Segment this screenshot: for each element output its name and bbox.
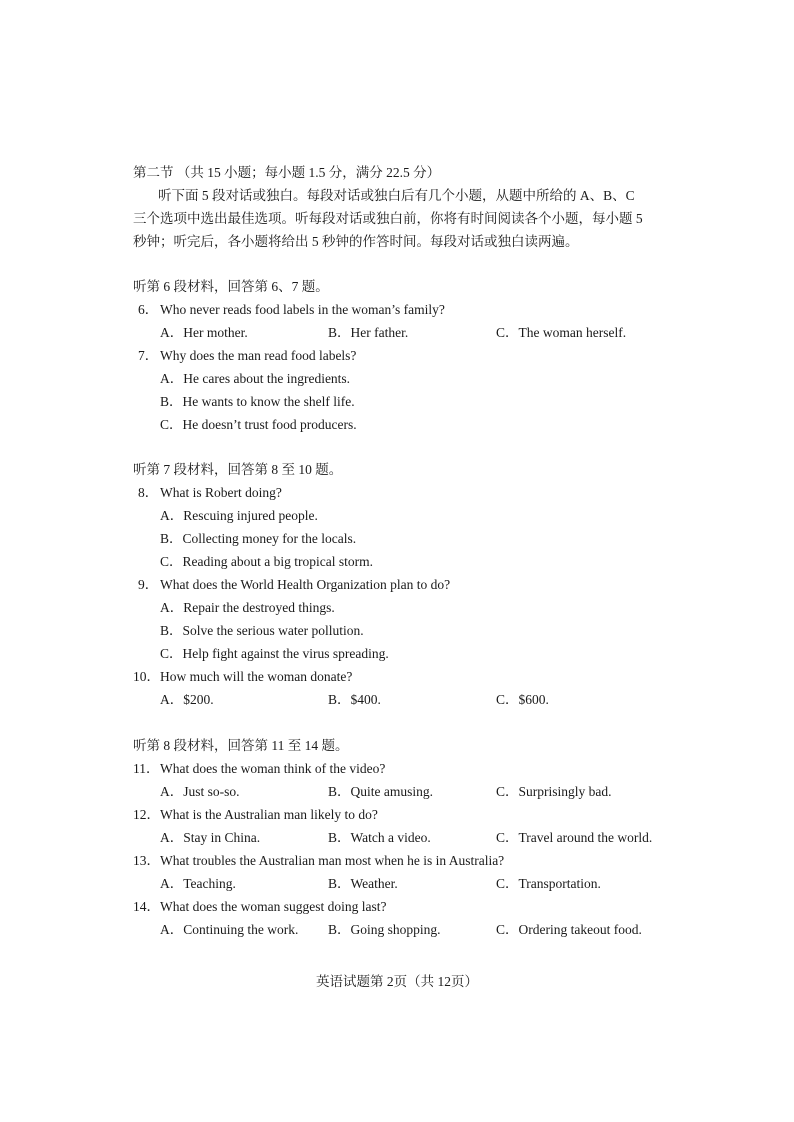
question-text: Who never reads food labels in the woman’s family? bbox=[160, 302, 445, 317]
option-a[interactable]: A．Rescuing injured people. bbox=[160, 508, 318, 523]
option-c[interactable]: C．Surprisingly bad. bbox=[496, 784, 612, 799]
question-number: 14． bbox=[133, 899, 160, 914]
option-b[interactable]: B．Going shopping. bbox=[328, 922, 441, 937]
option-c[interactable]: C．Help fight against the virus spreading. bbox=[160, 646, 389, 661]
question-number: 8． bbox=[138, 485, 159, 500]
option-c[interactable]: C．$600. bbox=[496, 692, 549, 707]
option-a[interactable]: A．Teaching. bbox=[160, 876, 236, 891]
option-b[interactable]: B．Her father. bbox=[328, 325, 409, 340]
group-heading: 听第 7 段材料，回答第 8 至 10 题。 bbox=[133, 462, 343, 477]
question-text: What does the woman think of the video? bbox=[160, 761, 386, 776]
option-a[interactable]: A．Continuing the work. bbox=[160, 922, 299, 937]
question-number: 6． bbox=[138, 302, 159, 317]
option-a[interactable]: A．Stay in China. bbox=[160, 830, 261, 845]
instructions-line-3: 秒钟；听完后，各小题将给出 5 秒钟的作答时间。每段对话或独白读两遍。 bbox=[133, 234, 579, 249]
option-a[interactable]: A．Repair the destroyed things. bbox=[160, 600, 335, 615]
option-c[interactable]: C．The woman herself. bbox=[496, 325, 627, 340]
option-b[interactable]: B．$400. bbox=[328, 692, 381, 707]
option-c[interactable]: C．Ordering takeout food. bbox=[496, 922, 642, 937]
question-text: What is Robert doing? bbox=[160, 485, 282, 500]
option-b[interactable]: B．He wants to know the shelf life. bbox=[160, 394, 355, 409]
question-text: Why does the man read food labels? bbox=[160, 348, 357, 363]
option-c[interactable]: C．Travel around the world. bbox=[496, 830, 653, 845]
question-text: What troubles the Australian man most when he is in Australia? bbox=[160, 853, 505, 868]
question-number: 9． bbox=[138, 577, 159, 592]
option-a[interactable]: A．He cares about the ingredients. bbox=[160, 371, 351, 386]
question-text: What does the woman suggest doing last? bbox=[160, 899, 387, 914]
option-b[interactable]: B．Solve the serious water pollution. bbox=[160, 623, 364, 638]
question-number: 12． bbox=[133, 807, 160, 822]
option-c[interactable]: C．Transportation. bbox=[496, 876, 601, 891]
question-number: 10． bbox=[133, 669, 160, 684]
option-c[interactable]: C．Reading about a big tropical storm. bbox=[160, 554, 373, 569]
option-b[interactable]: B．Weather. bbox=[328, 876, 398, 891]
instructions-line-2: 三个选项中选出最佳选项。听每段对话或独白前，你将有时间阅读各个小题，每小题 5 bbox=[133, 211, 643, 226]
question-text: What is the Australian man likely to do? bbox=[160, 807, 378, 822]
question-number: 13． bbox=[133, 853, 160, 868]
option-a[interactable]: A．$200. bbox=[160, 692, 214, 707]
question-number: 7． bbox=[138, 348, 159, 363]
option-a[interactable]: A．Just so-so. bbox=[160, 784, 240, 799]
instructions-line-1: 听下面 5 段对话或独白。每段对话或独白后有几个小题，从题中所给的 A、B、C bbox=[158, 188, 635, 203]
group-heading: 听第 6 段材料，回答第 6、7 题。 bbox=[133, 279, 329, 294]
question-text: What does the World Health Organization plan to do? bbox=[160, 577, 451, 592]
question-number: 11． bbox=[133, 761, 160, 776]
page-footer: 英语试题第 2页（共 12页） bbox=[316, 974, 478, 989]
option-a[interactable]: A．Her mother. bbox=[160, 325, 248, 340]
option-b[interactable]: B．Quite amusing. bbox=[328, 784, 433, 799]
group-heading: 听第 8 段材料，回答第 11 至 14 题。 bbox=[133, 738, 349, 753]
option-b[interactable]: B．Watch a video. bbox=[328, 830, 431, 845]
option-c[interactable]: C．He doesn’t trust food producers. bbox=[160, 417, 357, 432]
section-title: 第二节 （共 15 小题；每小题 1.5 分，满分 22.5 分） bbox=[133, 165, 441, 180]
option-b[interactable]: B．Collecting money for the locals. bbox=[160, 531, 357, 546]
question-text: How much will the woman donate? bbox=[160, 669, 353, 684]
